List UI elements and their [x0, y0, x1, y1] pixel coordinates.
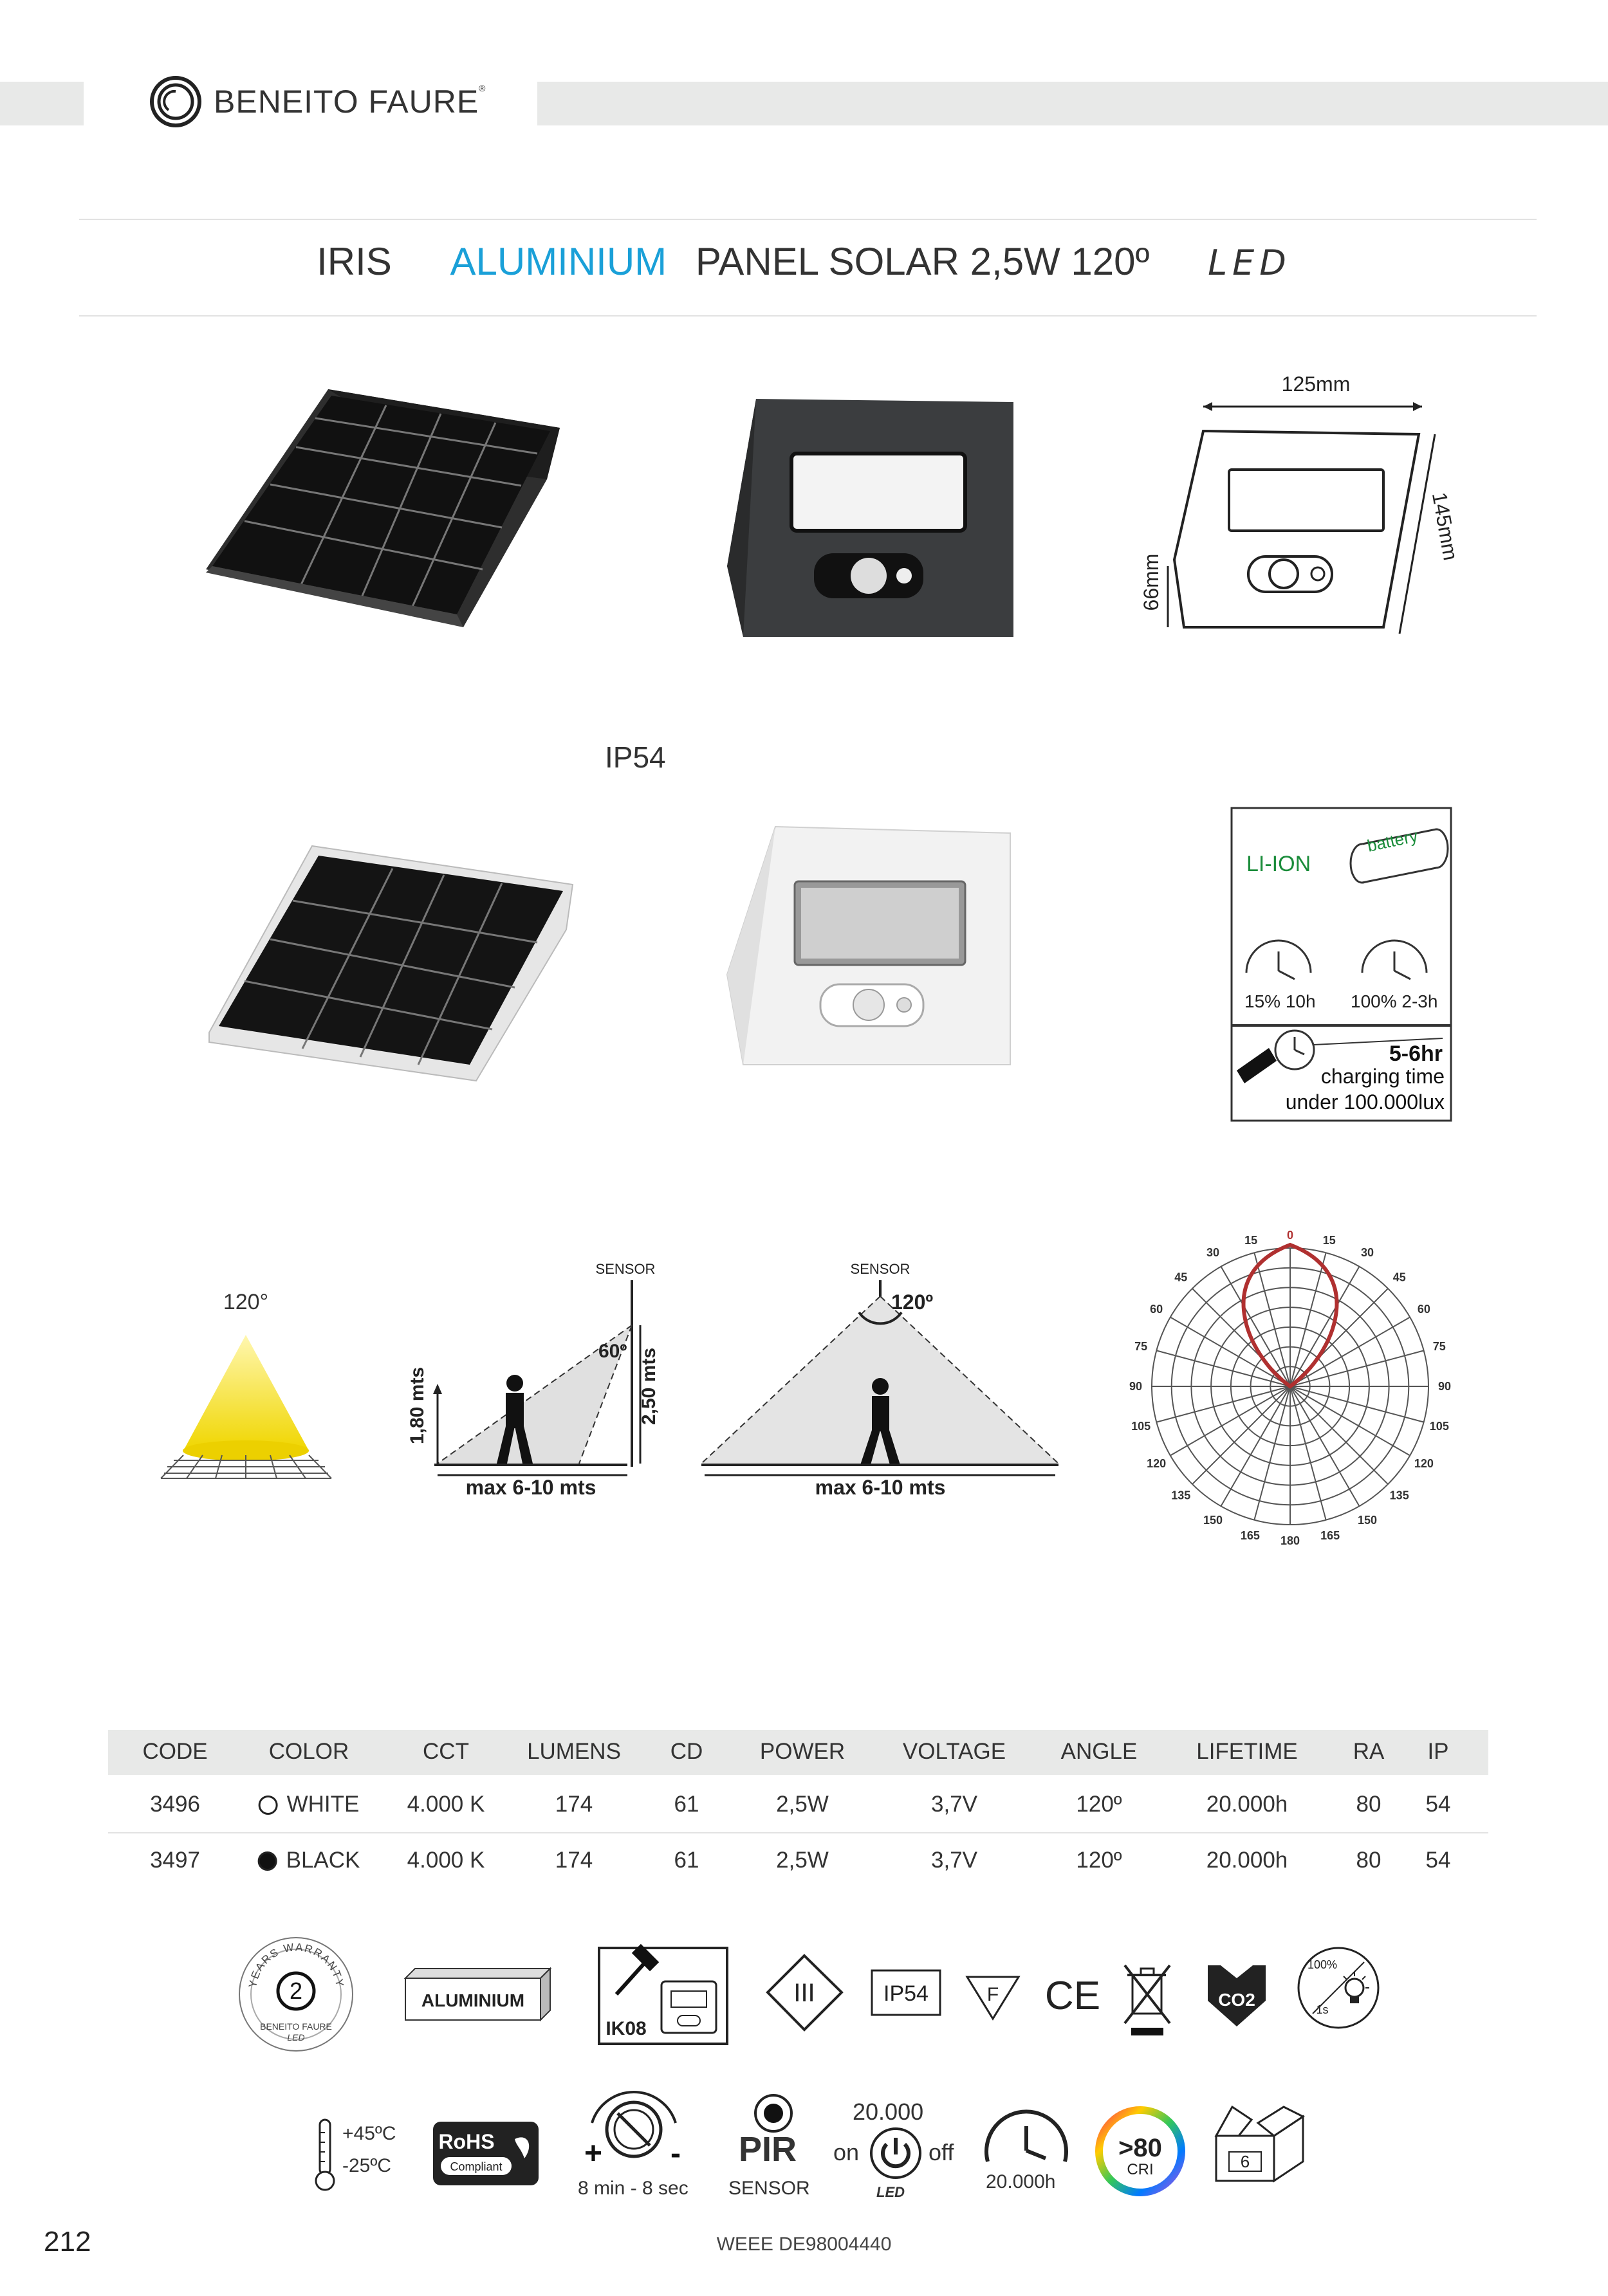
- polar-label-zero: 0: [1286, 1229, 1294, 1242]
- column-header-ip: IP: [1427, 1739, 1449, 1764]
- side-height-label: 1,80 mts: [407, 1366, 428, 1445]
- title-rule-top: [79, 219, 1537, 220]
- polar-label-left: 30: [1206, 1246, 1220, 1260]
- battery-type: LI-ION: [1246, 852, 1311, 876]
- column-header-ra: RA: [1353, 1739, 1385, 1764]
- color-swatch: [258, 1851, 277, 1871]
- polar-distribution-diagram: [1129, 1216, 1452, 1557]
- side-mount-label: 2,50 mts: [638, 1347, 660, 1426]
- class-iii-icon: [764, 1952, 845, 2033]
- rohs-label: RoHS: [438, 2130, 495, 2153]
- color-swatch: [259, 1795, 278, 1815]
- instant-on-icon: [1293, 1943, 1383, 2033]
- svg-text:-: -: [670, 2136, 681, 2171]
- polar-label-left: 135: [1171, 1489, 1191, 1502]
- table-cell-ip: 54: [1425, 1848, 1451, 1873]
- f-mark-label: F: [986, 1984, 999, 2005]
- column-header-lifetime: LIFETIME: [1196, 1739, 1298, 1764]
- color-name: WHITE: [286, 1792, 360, 1817]
- top-angle-label: 120º: [891, 1290, 934, 1314]
- switch-led: LED: [876, 2184, 905, 2200]
- lifetime-clock-icon: [978, 2107, 1075, 2171]
- warranty-led: LED: [287, 2032, 305, 2043]
- table-cell-ra: 80: [1356, 1792, 1382, 1817]
- cri-sub: CRI: [1127, 2161, 1154, 2178]
- temp-min: -25ºC: [342, 2155, 391, 2176]
- table-cell-angle: 120º: [1076, 1848, 1122, 1873]
- battery-low: 15% 10h: [1244, 991, 1316, 1011]
- product-description: PANEL SOLAR 2,5W 120º: [695, 240, 1150, 283]
- brand-name: BENEITO FAURE®: [214, 83, 486, 120]
- table-cell-cct: 4.000 K: [407, 1792, 485, 1817]
- table-cell-angle: 120º: [1076, 1792, 1122, 1817]
- column-header-angle: ANGLE: [1060, 1739, 1138, 1764]
- table-cell-lifetime: 20.000h: [1206, 1848, 1288, 1873]
- battery-label: battery: [1365, 825, 1420, 856]
- co2-icon: [1205, 1962, 1269, 2030]
- side-range-label: max 6-10 mts: [465, 1476, 596, 1499]
- polar-label-left: 150: [1203, 1513, 1223, 1527]
- column-header-cd: CD: [670, 1739, 703, 1764]
- dimension-drawing: [1140, 372, 1463, 650]
- polar-label-top-left: 15: [1244, 1234, 1258, 1247]
- brand-mark-icon: [149, 75, 202, 128]
- charge-line-1: charging time: [1320, 1065, 1445, 1088]
- polar-label-right: 45: [1392, 1271, 1406, 1284]
- dim-height-label: 145mm: [1427, 490, 1463, 562]
- polar-label-left: 60: [1150, 1303, 1163, 1316]
- cri-icon: [1094, 2105, 1187, 2198]
- instant-time: 1s: [1316, 2003, 1329, 2016]
- rohs-icon: [431, 2120, 541, 2187]
- ce-label: CE: [1044, 1974, 1101, 2018]
- table-cell-lifetime: 20.000h: [1206, 1792, 1288, 1817]
- temp-max: +45ºC: [342, 2123, 396, 2144]
- battery-info-box: [1230, 807, 1452, 1122]
- polar-label-left: 90: [1129, 1380, 1143, 1393]
- spec-row-divider: [108, 1832, 1488, 1833]
- ip-rating-label: IP54: [605, 740, 666, 774]
- polar-label-right: 120: [1414, 1457, 1434, 1470]
- box-quantity-icon: [1213, 2104, 1306, 2187]
- side-angle-label: 60º: [598, 1341, 627, 1362]
- table-cell-code: 3497: [150, 1848, 200, 1873]
- polar-label-left: 120: [1147, 1457, 1167, 1470]
- warranty-badge-icon: [237, 1930, 356, 2059]
- table-cell-lumens: 174: [555, 1848, 593, 1873]
- polar-label-right: 90: [1437, 1380, 1452, 1393]
- black-lamp-front-image: [717, 392, 1020, 650]
- table-cell-cd: 61: [674, 1792, 699, 1817]
- warranty-brand: BENEITO FAURE: [260, 2021, 332, 2032]
- table-cell-cct: 4.000 K: [407, 1848, 485, 1873]
- table-cell-ip: 54: [1425, 1792, 1451, 1817]
- weee-code: WEEE DE98004440: [716, 2234, 892, 2255]
- top-range-label: max 6-10 mts: [815, 1476, 946, 1499]
- timer-adjust-icon: [579, 2094, 688, 2171]
- ik-label: IK08: [605, 2018, 647, 2039]
- top-sensor-label: SENSOR: [850, 1261, 910, 1277]
- svg-text:+: +: [584, 2136, 603, 2171]
- dim-width-label: 125mm: [1281, 372, 1351, 396]
- title-rule-bottom: [79, 315, 1537, 317]
- table-cell-voltage: 3,7V: [931, 1848, 977, 1873]
- side-sensor-label: SENSOR: [595, 1261, 656, 1277]
- color-name: BLACK: [286, 1848, 360, 1873]
- polar-label-left: 105: [1131, 1420, 1151, 1433]
- warranty-arc: YEARS WARRANTY: [246, 1941, 346, 1989]
- co2-label: CO2: [1218, 1990, 1255, 2010]
- beam-angle-diagram: [158, 1287, 335, 1486]
- polar-label-right: 150: [1357, 1513, 1378, 1527]
- table-cell-power: 2,5W: [776, 1792, 829, 1817]
- led-logo: LED: [1208, 243, 1291, 283]
- black-solar-panel-image: [199, 383, 566, 627]
- aluminium-material-icon: [402, 1965, 553, 2023]
- switch-cycles: 20.000: [853, 2099, 924, 2125]
- ce-mark-icon: [1042, 1972, 1104, 2017]
- page-number: 212: [44, 2226, 91, 2257]
- column-header-power: POWER: [759, 1739, 846, 1764]
- column-header-cct: CCT: [423, 1739, 469, 1764]
- rohs-sub: Compliant: [450, 2160, 503, 2173]
- polar-label-right: 75: [1432, 1339, 1446, 1353]
- aluminium-label: ALUMINIUM: [421, 1990, 525, 2010]
- polar-label-left: 45: [1174, 1271, 1188, 1284]
- instant-percent: 100%: [1307, 1958, 1338, 1971]
- class-label: III: [793, 1979, 815, 2007]
- pir-label: PIR: [739, 2130, 797, 2169]
- product-name: IRIS: [317, 240, 392, 283]
- product-material: ALUMINIUM: [450, 240, 667, 283]
- lifetime-label: 20.000h: [986, 2171, 1056, 2192]
- column-header-lumens: LUMENS: [527, 1739, 621, 1764]
- column-header-color: COLOR: [268, 1739, 349, 1764]
- ip54-icon: [870, 1969, 942, 2017]
- table-cell-power: 2,5W: [776, 1848, 829, 1873]
- switch-off: off: [929, 2139, 954, 2165]
- polar-label-left: 75: [1134, 1339, 1148, 1353]
- table-cell-code: 3496: [150, 1792, 200, 1817]
- table-cell-lumens: 174: [555, 1792, 593, 1817]
- polar-label-right: 135: [1389, 1489, 1409, 1502]
- header-bar-right: [537, 82, 1608, 125]
- page-title: [0, 239, 1608, 284]
- polar-label-top-right: 15: [1322, 1234, 1336, 1247]
- power-switch-icon: [869, 2126, 923, 2181]
- pir-sub: SENSOR: [728, 2178, 810, 2199]
- polar-label-right: 30: [1360, 1246, 1374, 1260]
- table-cell-cd: 61: [674, 1848, 699, 1873]
- polar-label-right: 60: [1417, 1303, 1430, 1316]
- table-cell-ra: 80: [1356, 1848, 1382, 1873]
- warranty-years: 2: [289, 1978, 303, 2004]
- battery-high: 100% 2-3h: [1351, 991, 1438, 1011]
- charge-hours: 5-6hr: [1389, 1042, 1443, 1066]
- polar-label-right: 165: [1320, 1529, 1340, 1542]
- cri-value: >80: [1118, 2134, 1162, 2162]
- polar-label-left: 165: [1240, 1529, 1260, 1542]
- table-cell-voltage: 3,7V: [931, 1792, 977, 1817]
- column-header-code: CODE: [142, 1739, 208, 1764]
- column-header-voltage: VOLTAGE: [902, 1739, 1006, 1764]
- brand-logo: [149, 75, 486, 128]
- dim-depth-label: 66mm: [1140, 553, 1163, 611]
- thermometer-icon: [312, 2117, 338, 2194]
- table-cell-color: [258, 1848, 360, 1873]
- white-solar-panel-image: [206, 840, 579, 1084]
- charge-line-2: under 100.000lux: [1285, 1090, 1445, 1114]
- polar-label-bottom: 180: [1280, 1534, 1300, 1547]
- switch-on: on: [833, 2139, 860, 2165]
- header-bar-left: [0, 82, 84, 125]
- table-cell-color: [259, 1792, 360, 1817]
- ik08-impact-icon: [597, 1946, 729, 2046]
- ip-icon-label: IP54: [883, 1981, 929, 2006]
- top-sensor-diagram: [698, 1258, 1065, 1502]
- side-sensor-diagram: [405, 1258, 676, 1502]
- polar-label-right: 105: [1429, 1420, 1449, 1433]
- box-qty: 6: [1240, 2152, 1250, 2171]
- weee-bin-icon: [1120, 1962, 1174, 2039]
- white-lamp-front-image: [721, 820, 1017, 1078]
- timer-label: 8 min - 8 sec: [578, 2178, 688, 2199]
- f-mark-icon: [964, 1974, 1022, 2022]
- beam-angle-label: 120°: [223, 1290, 269, 1314]
